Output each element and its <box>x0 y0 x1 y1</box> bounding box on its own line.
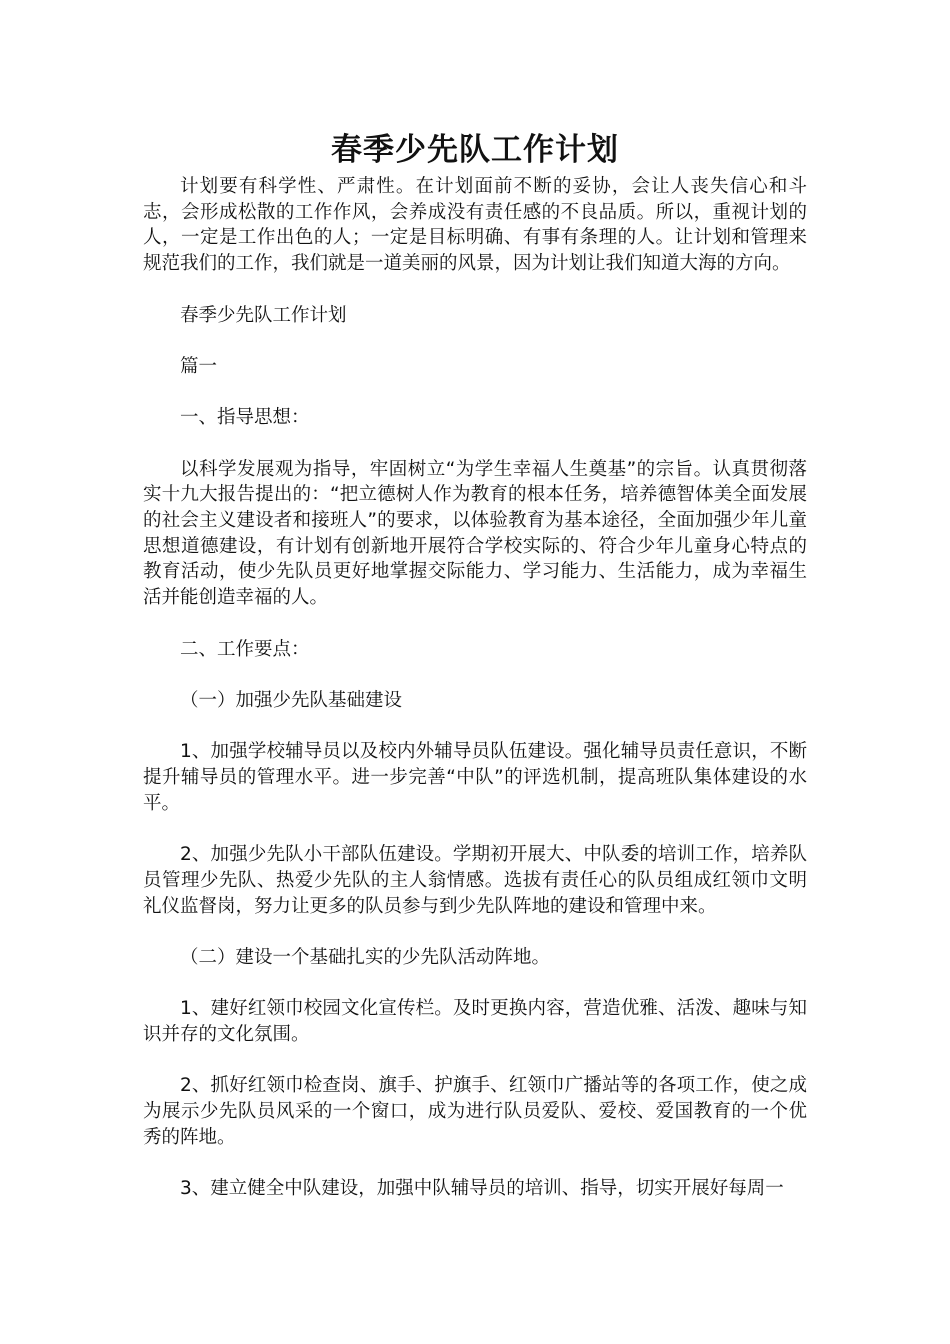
paragraph-gap <box>143 919 807 945</box>
paragraph-gap <box>143 1151 807 1177</box>
paragraph-gap <box>143 714 807 740</box>
guiding-ideology-paragraph: 以科学发展观为指导，牢固树立“为学生幸福人生奠基”的宗旨。认真贯彻落实十九大报告提出的：“把立德树人作为教育的根本任务，培养德智体美全面发展的社会主义建设者和接班人”的要求，以体验教育为基本途径，全面加强少年儿童思想道德建设，有计划有创新地开展符合学校实际的、符合少年儿童身心特点的教育活动，使少先队员更好地掌握交际能力、学习能力、生活能力，成为幸福生活并能创造幸福的人。 <box>143 458 807 609</box>
section-heading-work-points: 二、工作要点： <box>180 638 310 660</box>
paragraph-gap <box>143 611 807 637</box>
list-item-paragraph: 1、加强学校辅导员以及校内外辅导员队伍建设。强化辅导员责任意识，不断提升辅导员的管理水平。进一步完善“中队”的评选机制，提高班队集体建设的水平。 <box>143 741 807 814</box>
paragraph-gap <box>143 431 807 457</box>
list-item-paragraph: 2、抓好红领巾检查岗、旗手、护旗手、红领巾广播站等的各项工作，使之成为展示少先队员风采的一个窗口，成为进行队员爱队、爱校、爱国教育的一个优秀的阵地。 <box>143 1075 807 1148</box>
list-item-paragraph: 3、建立健全中队建设，加强中队辅导员的培训、指导，切实开展好每周一 <box>180 1178 784 1200</box>
section-heading-guiding-ideology: 一、指导思想： <box>180 407 310 429</box>
paragraph-gap <box>143 380 807 406</box>
subsection-heading-2: （二）建设一个基础扎实的少先队活动阵地。 <box>180 946 551 968</box>
list-item-paragraph: 2、加强少先队小干部队伍建设。学期初开展大、中队委的培训工作，培养队员管理少先队、热爱少先队的主人翁情感。选拔有责任心的队员组成红领巾文明礼仪监督岗，努力让更多的队员参与到少先队阵地的建设和管理中来。 <box>143 844 807 917</box>
paragraph-gap <box>143 816 807 842</box>
subsection-heading-1: （一）加强少先队基础建设 <box>180 689 403 711</box>
list-item-paragraph: 1、建好红领巾校园文化宣传栏。及时更换内容，营造优雅、活泼、趣味与知识并存的文化氛围。 <box>143 998 807 1046</box>
paragraph-gap <box>143 1048 807 1074</box>
document-body <box>143 174 807 1202</box>
paragraph-gap <box>143 277 807 303</box>
intro-paragraph: 计划要有科学性、严肃性。在计划面前不断的妥协，会让人丧失信心和斗志，会形成松散的工作作风，会养成没有责任感的不良品质。所以，重视计划的人，一定是工作出色的人；一定是目标明确、有事有条理的人。让计划和管理来规范我们的工作，我们就是一道美丽的风景，因为计划让我们知道大海的方向。 <box>143 176 807 275</box>
document-title: 春季少先队工作计划 <box>331 132 619 168</box>
chapter-heading: 篇一 <box>180 355 218 377</box>
subtitle-paragraph: 春季少先队工作计划 <box>180 304 347 326</box>
paragraph-gap <box>143 971 807 997</box>
paragraph-gap <box>143 328 807 354</box>
paragraph-gap <box>143 662 807 688</box>
